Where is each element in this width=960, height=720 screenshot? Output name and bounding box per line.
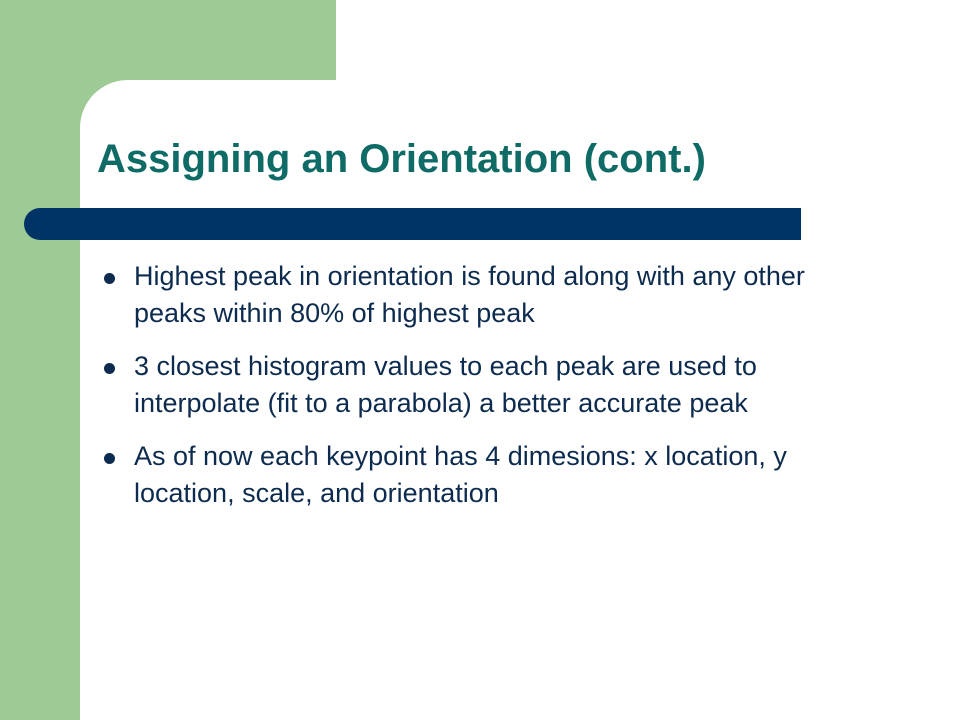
bullet-dot-icon xyxy=(104,363,115,374)
bullet-text: As of now each keypoint has 4 dimesions: x location, y location, scale, and orientation xyxy=(134,441,787,508)
bullet-dot-icon xyxy=(104,273,115,284)
title-underline-bar xyxy=(24,208,801,240)
bullet-item xyxy=(104,348,864,422)
bullet-dot-icon xyxy=(104,453,115,464)
slide-title: Assigning an Orientation (cont.) xyxy=(97,137,706,181)
bullet-item xyxy=(104,438,864,512)
bullet-text: 3 closest histogram values to each peak are used to interpolate (fit to a parabola) a better accurate peak xyxy=(134,351,757,418)
bullet-list xyxy=(104,258,864,528)
bullet-item xyxy=(104,258,864,332)
bullet-text: Highest peak in orientation is found along with any other peaks within 80% of highest peak xyxy=(134,261,805,328)
